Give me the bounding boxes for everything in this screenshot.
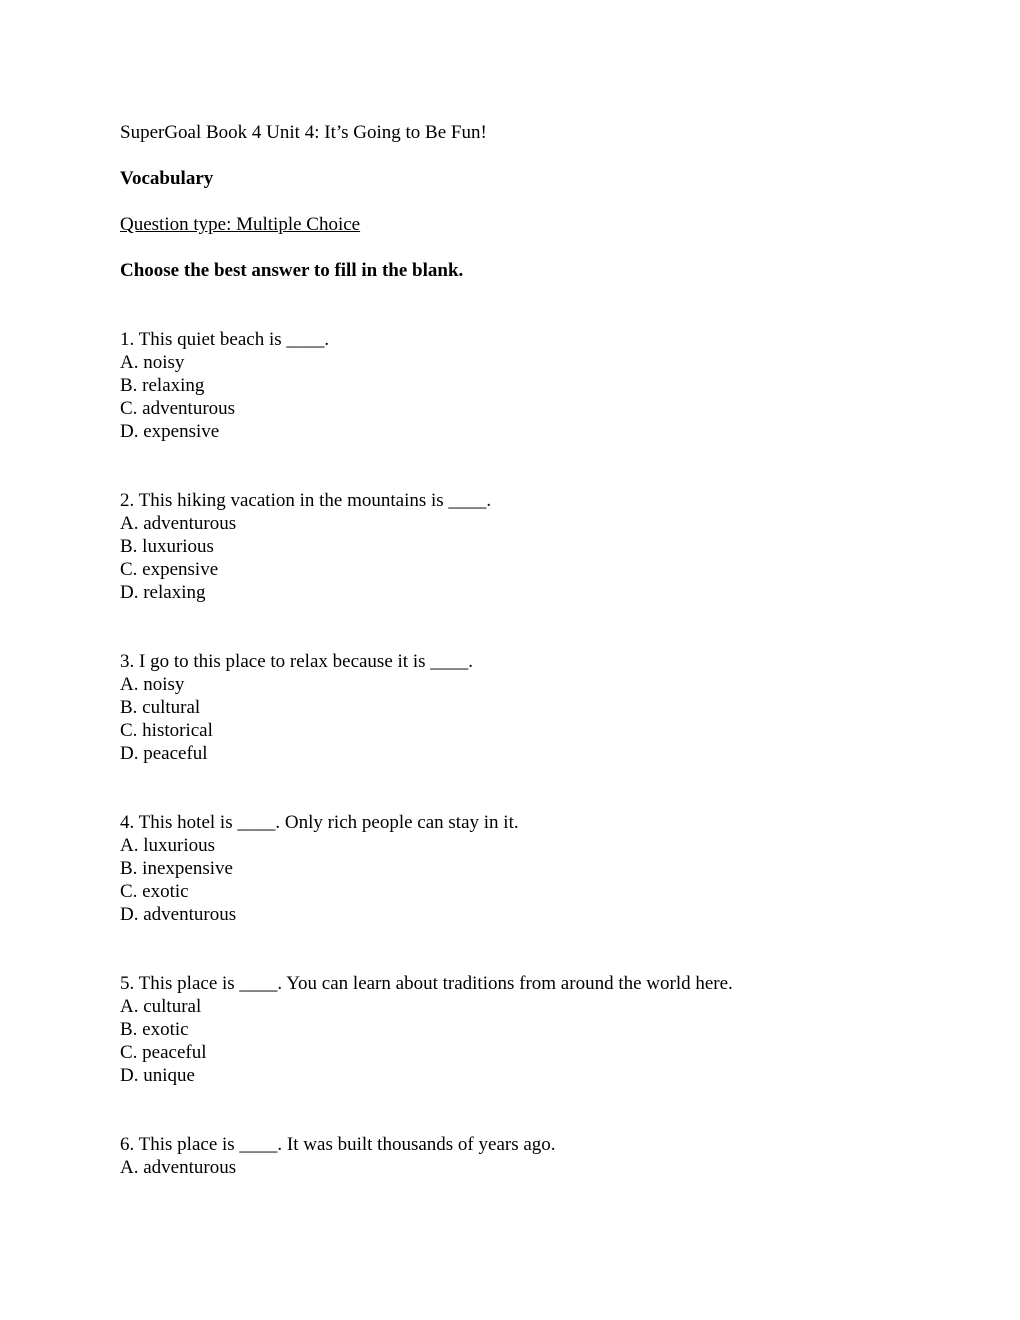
question-type-label: Question type: Multiple Choice xyxy=(120,214,361,235)
question-stem: 1. This quiet beach is ____. xyxy=(120,329,330,350)
answer-option: B. luxurious xyxy=(120,536,214,557)
answer-option: C. historical xyxy=(120,720,213,741)
answer-option: D. expensive xyxy=(120,421,220,442)
answer-option: B. inexpensive xyxy=(120,858,233,879)
question-3 xyxy=(120,650,1000,765)
question-4 xyxy=(120,811,1000,926)
section-heading: Vocabulary xyxy=(120,168,214,189)
question-1 xyxy=(120,328,1000,443)
answer-option: C. peaceful xyxy=(120,1042,207,1063)
question-stem: 2. This hiking vacation in the mountains is ____. xyxy=(120,490,492,511)
answer-option: A. adventurous xyxy=(120,513,237,534)
question-5 xyxy=(120,972,1000,1087)
question-stem: 6. This place is ____. It was built thousands of years ago. xyxy=(120,1134,556,1155)
instructions: Choose the best answer to fill in the blank. xyxy=(120,260,464,281)
question-6 xyxy=(120,1133,1000,1179)
document-title: SuperGoal Book 4 Unit 4: It’s Going to Be Fun! xyxy=(120,122,487,143)
answer-option: A. adventurous xyxy=(120,1157,237,1178)
answer-option: D. peaceful xyxy=(120,743,208,764)
answer-option: A. noisy xyxy=(120,352,185,373)
answer-option: D. unique xyxy=(120,1065,195,1086)
question-stem: 4. This hotel is ____. Only rich people can stay in it. xyxy=(120,812,519,833)
answer-option: B. cultural xyxy=(120,697,201,718)
answer-option: A. noisy xyxy=(120,674,185,695)
answer-option: C. exotic xyxy=(120,881,189,902)
answer-option: C. expensive xyxy=(120,559,219,580)
answer-option: C. adventurous xyxy=(120,398,236,419)
question-2 xyxy=(120,489,1000,604)
answer-option: A. cultural xyxy=(120,996,202,1017)
answer-option: D. adventurous xyxy=(120,904,237,925)
answer-option: B. relaxing xyxy=(120,375,205,396)
answer-option: A. luxurious xyxy=(120,835,215,856)
question-stem: 5. This place is ____. You can learn about traditions from around the world here. xyxy=(120,973,733,994)
question-stem: 3. I go to this place to relax because it is ____. xyxy=(120,651,473,672)
answer-option: D. relaxing xyxy=(120,582,206,603)
answer-option: B. exotic xyxy=(120,1019,189,1040)
